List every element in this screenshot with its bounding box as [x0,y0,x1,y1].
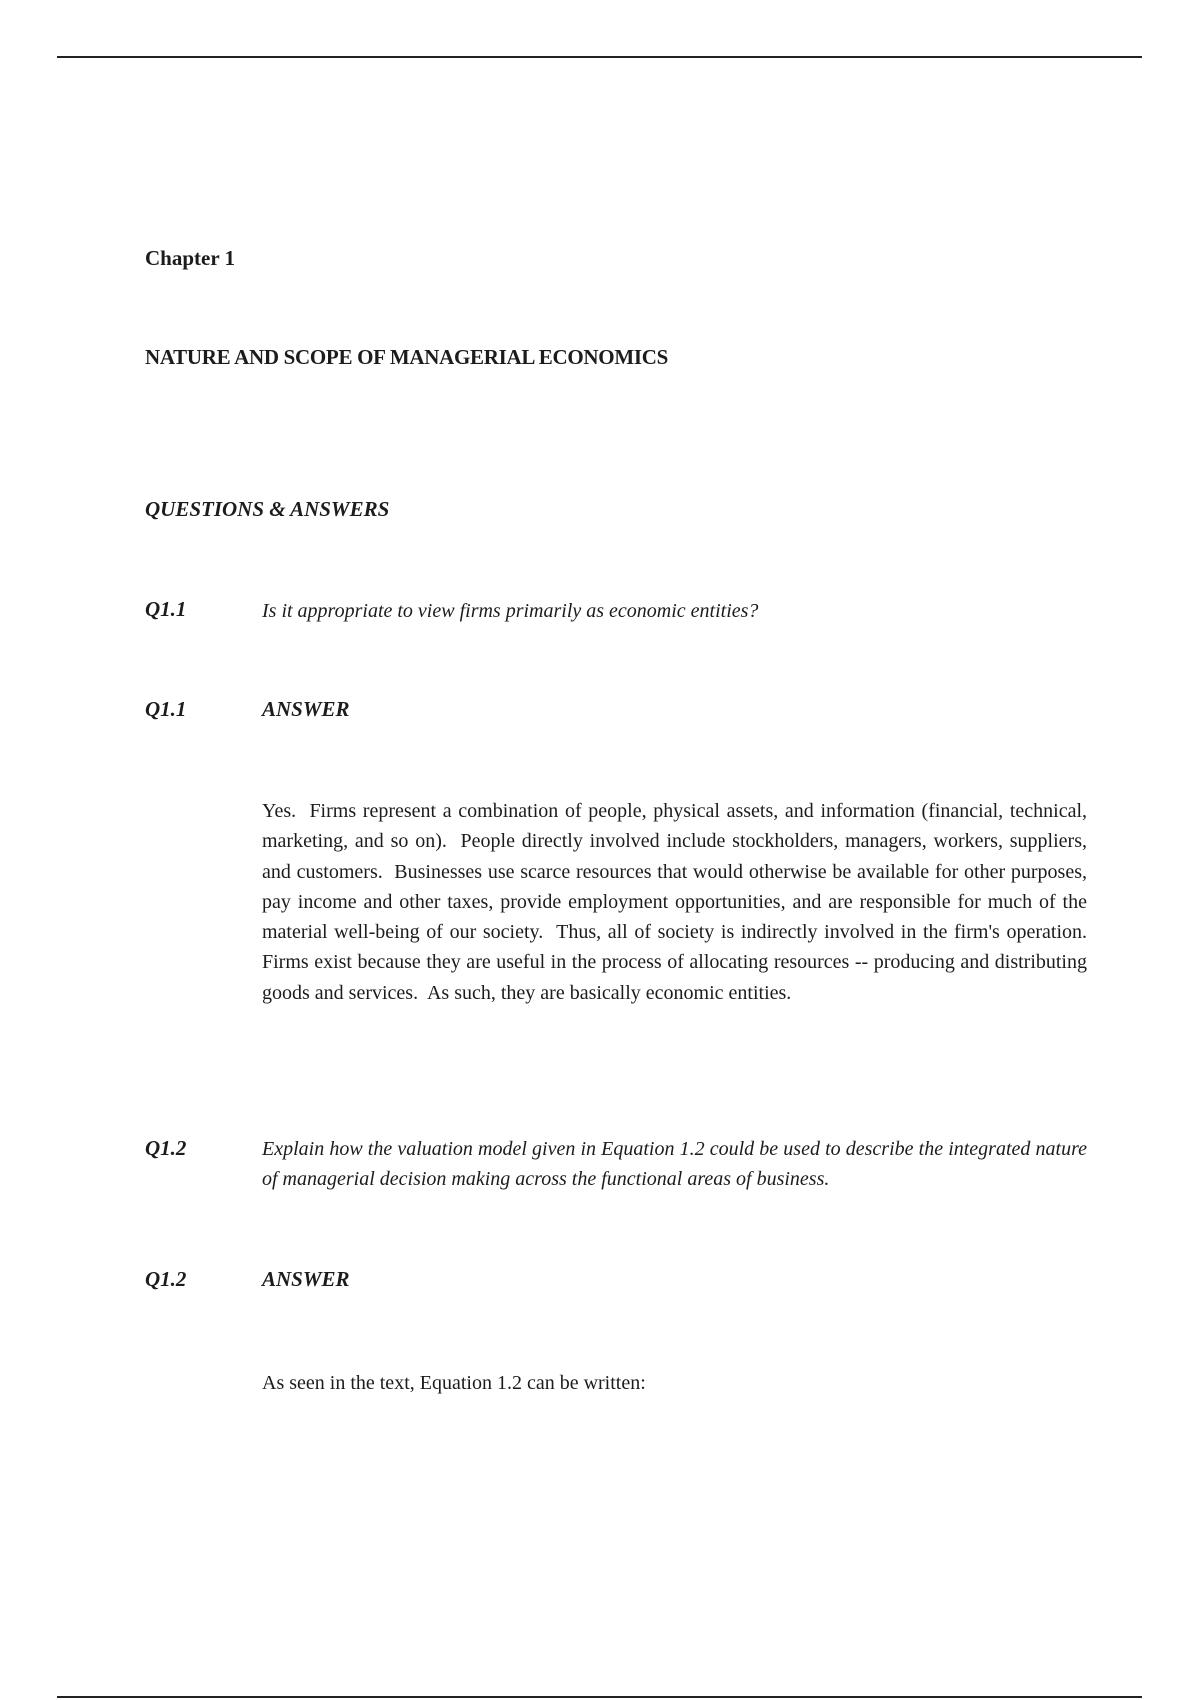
answer-number: Q1.2 [145,1267,187,1291]
top-rule [57,56,1142,58]
answer-text: Yes. Firms represent a combination of people, physical assets, and information (financial, technical, marketing, and so on). People directly involved include stockholders, managers, workers, suppliers, and customers. Businesses use scarce resources that would otherwise be available for other purposes, pay income and other taxes, provide employment opportunities, and are responsible for much of the material well-being of our society. Thus, all of society is indirectly involved in the firm's operation. Firms exist because they are useful in the process of allocating resources -- producing and distributing goods and services. As such, they are basically economic entities. [262,800,1097,1004]
question-text: Explain how the valuation model given in Equation 1.2 could be used to describe the integrated nature of managerial decision making across the functional areas of business. [262,1138,1087,1190]
answer-number: Q1.1 [145,697,187,721]
question-text: Is it appropriate to view firms primarily as economic entities? [262,600,759,622]
section-heading: QUESTIONS & ANSWERS [145,497,390,521]
answer-label: ANSWER [262,697,350,721]
answer-label: ANSWER [262,1267,350,1291]
answer-text: As seen in the text, Equation 1.2 can be written: [262,1372,646,1394]
chapter-title: NATURE AND SCOPE OF MANAGERIAL ECONOMICS [145,345,668,369]
chapter-label: Chapter 1 [145,246,236,270]
question-number: Q1.1 [145,597,187,621]
question-number: Q1.2 [145,1136,187,1160]
bottom-rule [57,1696,1142,1698]
